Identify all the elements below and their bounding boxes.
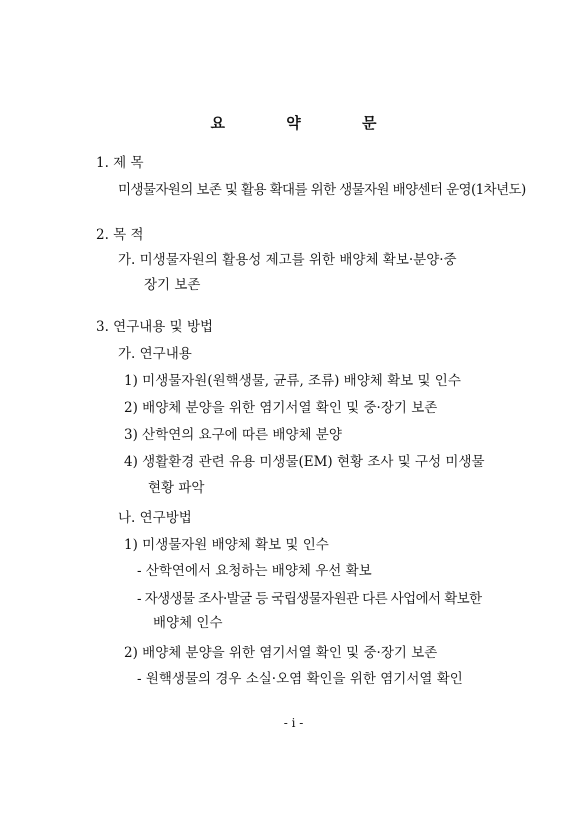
section-2-item-line2: 장기 보존 bbox=[144, 277, 201, 293]
research-content-label: 가. 연구내용 bbox=[118, 346, 192, 362]
research-content-item-2: 2) 배양체 분양을 위한 염기서열 확인 및 중·장기 보존 bbox=[124, 400, 438, 416]
research-method-item-1-detail-2-line1: - 자생생물 조사·발굴 등 국립생물자원관 다른 사업에서 확보한 bbox=[137, 591, 482, 607]
research-content-item-3: 3) 산학연의 요구에 따른 배양체 분양 bbox=[124, 427, 342, 443]
research-method-item-1-detail-1: - 산학연에서 요청하는 배양체 우선 확보 bbox=[137, 563, 372, 579]
research-content-item-4-line1: 4) 생활환경 관련 유용 미생물(EM) 현황 조사 및 구성 미생물 bbox=[124, 454, 485, 470]
section-1-text: 미생물자원의 보존 및 활용 확대를 위한 생물자원 배양센터 운영(1차년도) bbox=[118, 182, 526, 198]
research-method-item-1: 1) 미생물자원 배양체 확보 및 인수 bbox=[124, 537, 329, 553]
page-number: - i - bbox=[283, 716, 304, 730]
research-method-item-1-detail-2-line2: 배양체 인수 bbox=[153, 615, 223, 631]
research-method-item-2: 2) 배양체 분양을 위한 염기서열 확인 및 중·장기 보존 bbox=[124, 645, 438, 661]
section-2-heading: 2. 목 적 bbox=[96, 227, 144, 243]
research-method-item-2-detail-1: - 원핵생물의 경우 소실·오염 확인을 위한 염기서열 확인 bbox=[137, 671, 463, 687]
research-content-item-1: 1) 미생물자원(원핵생물, 균류, 조류) 배양체 확보 및 인수 bbox=[124, 373, 461, 389]
page-title: 요 약 문 bbox=[210, 114, 405, 132]
section-1-heading: 1. 제 목 bbox=[96, 155, 144, 171]
research-method-label: 나. 연구방법 bbox=[118, 510, 192, 526]
section-3-heading: 3. 연구내용 및 방법 bbox=[96, 319, 214, 335]
section-2-item-line1: 가. 미생물자원의 활용성 제고를 위한 배양체 확보·분양·중 bbox=[118, 252, 457, 268]
research-content-item-4-line2: 현황 파악 bbox=[148, 480, 205, 496]
